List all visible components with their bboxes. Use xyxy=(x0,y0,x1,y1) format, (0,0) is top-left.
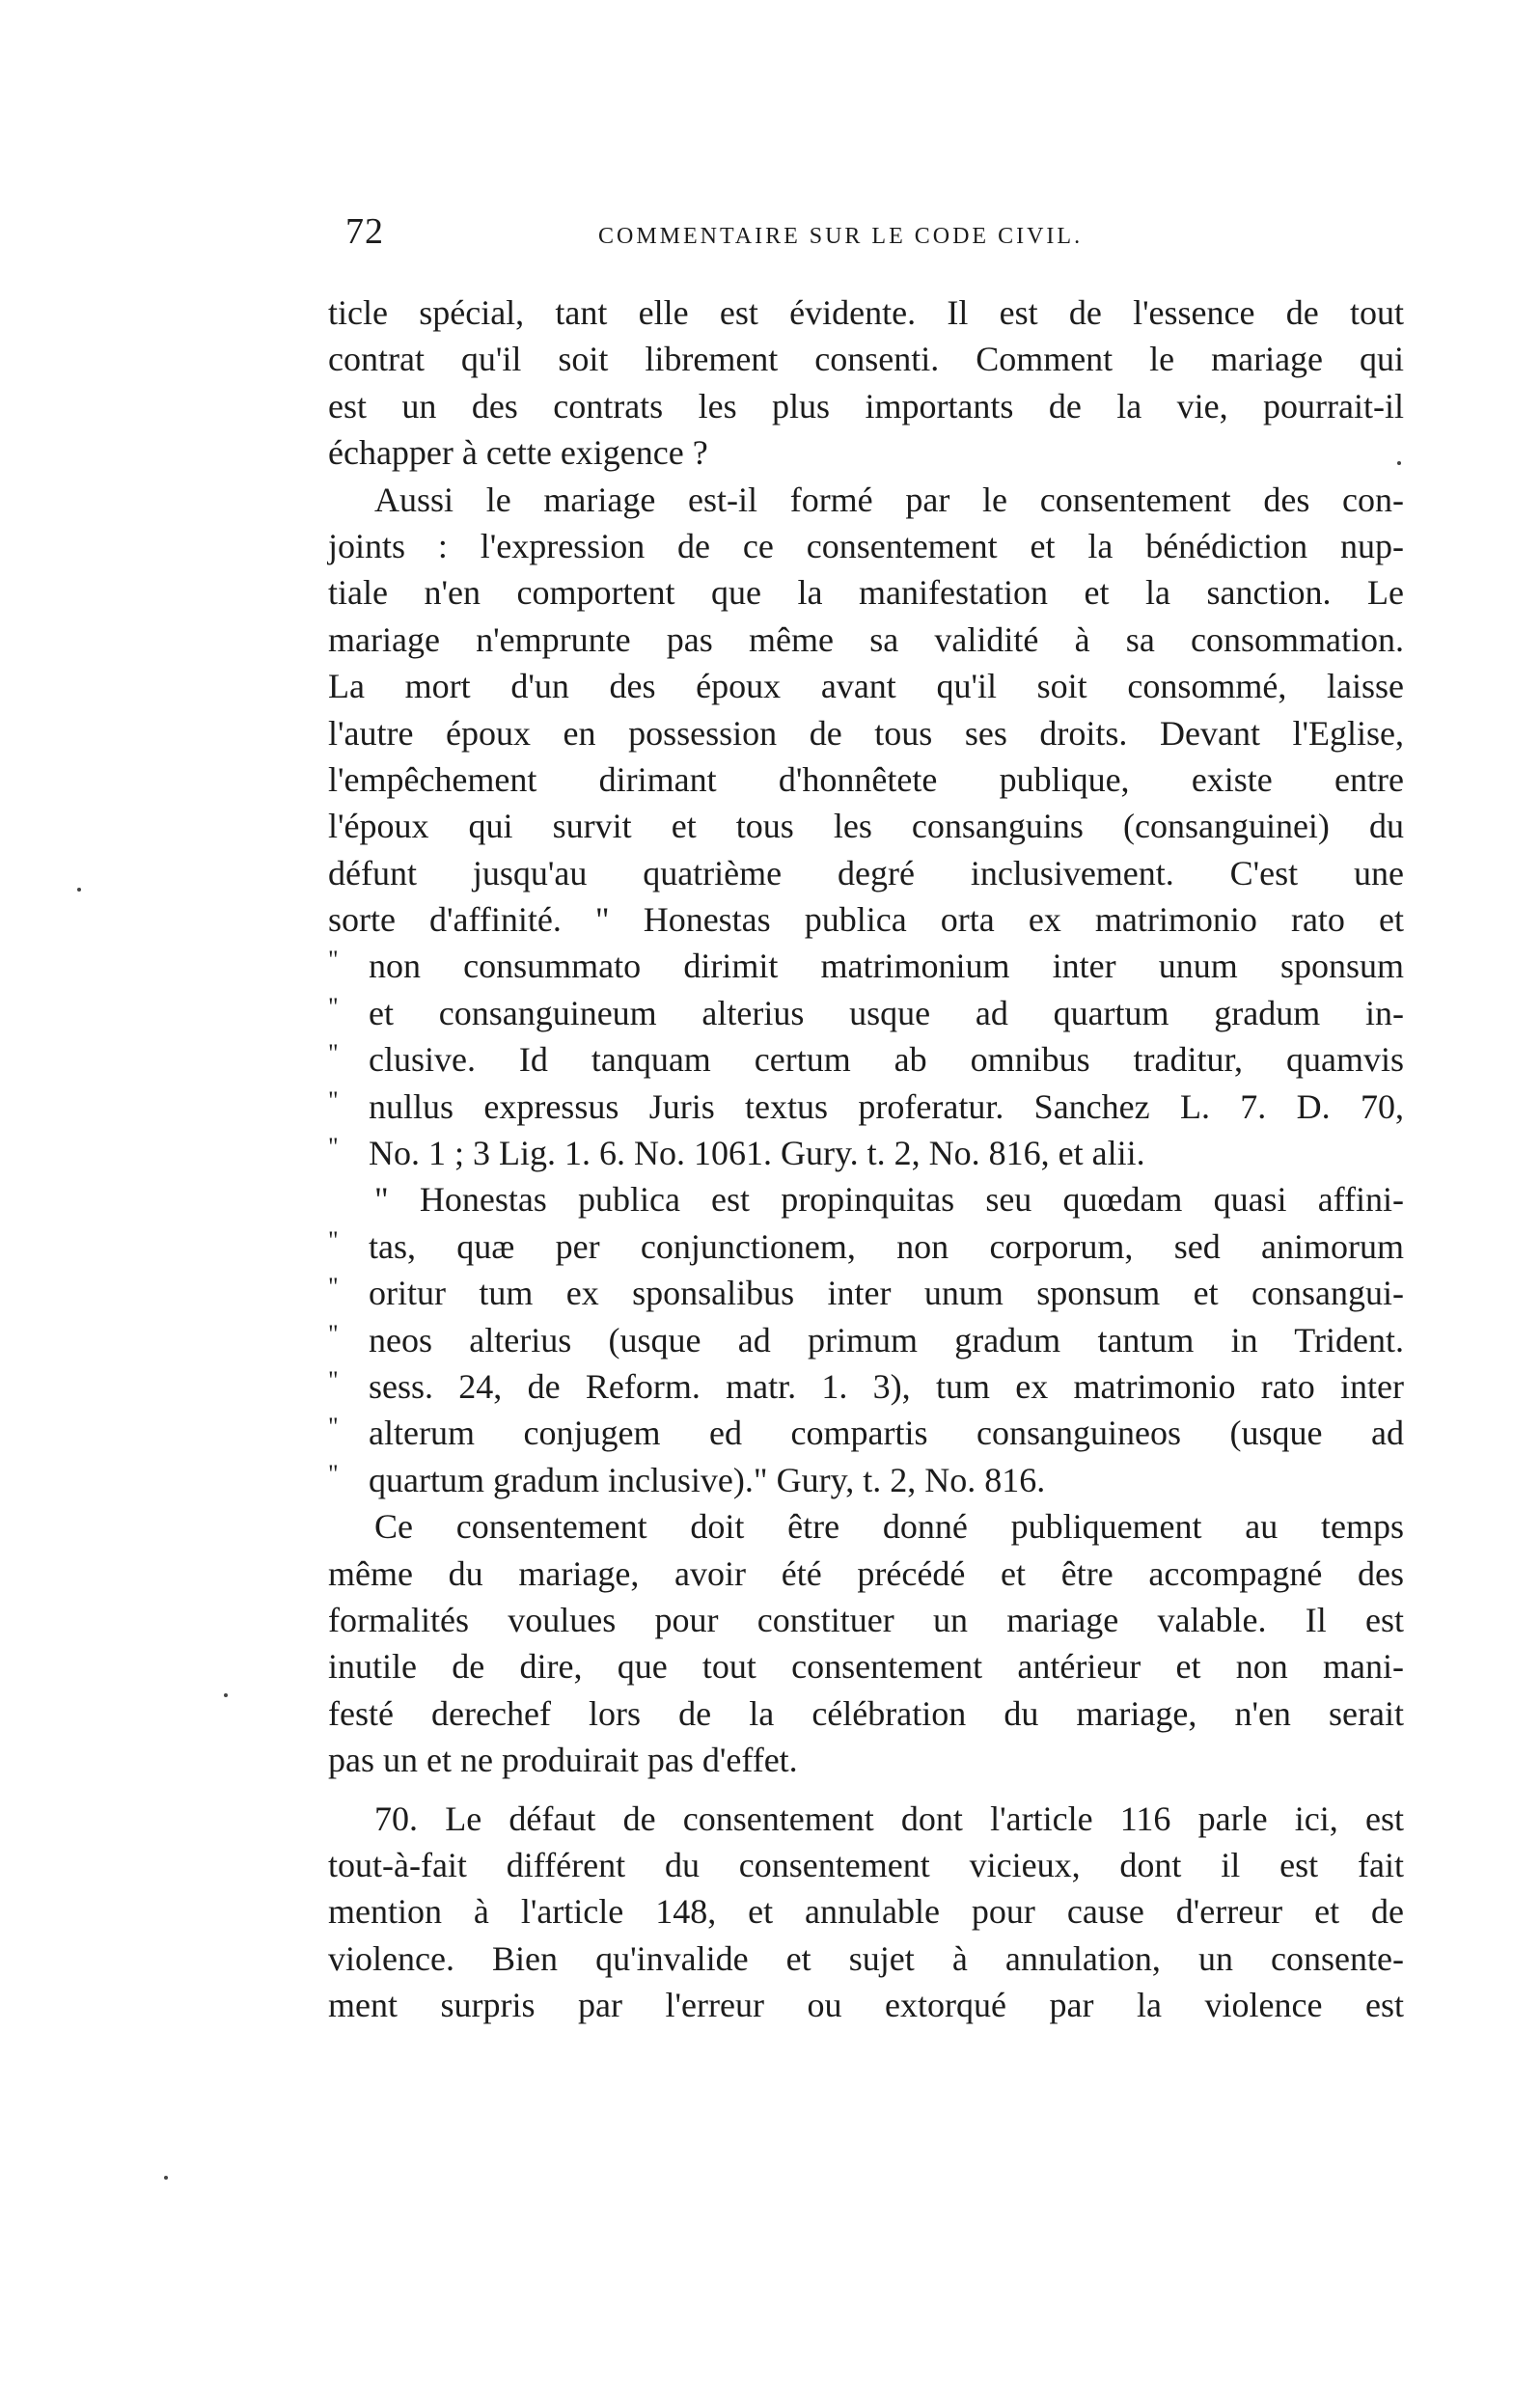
text-line: festé derechef lors de la célébration du mariage, n'en serait xyxy=(328,1693,1404,1733)
text-line: oritur tum ex sponsalibus inter unum sponsum et consangui- xyxy=(369,1274,1404,1313)
text-line: alterum conjugem ed compartis consanguineos (usque ad xyxy=(369,1414,1404,1453)
quote-mark: " xyxy=(328,1365,339,1394)
text-line: neos alterius (usque ad primum gradum tantum in Trident. xyxy=(369,1320,1404,1359)
quote-mark: " xyxy=(328,1225,339,1254)
quoted-line xyxy=(328,1410,1404,1456)
scan-speck xyxy=(77,888,81,892)
page-number: 72 xyxy=(345,211,384,252)
text-line: formalités voulues pour constituer un mariage valable. Il est xyxy=(328,1600,1404,1639)
quote-mark: " xyxy=(328,1319,339,1348)
paragraph-gap xyxy=(328,1784,1404,1796)
text-line: non consummato dirimit matrimonium inter unum sponsum xyxy=(369,947,1404,986)
quote-mark: " xyxy=(328,946,339,975)
quote-mark: " xyxy=(328,1133,339,1162)
quoted-line xyxy=(328,1317,1404,1363)
scan-speck xyxy=(164,2176,168,2180)
quoted-line xyxy=(328,990,1404,1036)
text-line: même du mariage, avoir été précédé et être accompagné des xyxy=(328,1553,1404,1593)
text-line: l'empêchement dirimant d'honnêtete publique, existe entre xyxy=(328,759,1404,799)
text-line: 70. Le défaut de consentement dont l'article 116 parle ici, est xyxy=(374,1799,1404,1838)
text-line: inutile de dire, que tout consentement antérieur et non mani- xyxy=(328,1647,1404,1687)
quoted-line xyxy=(328,1363,1404,1410)
text-line: tout-à-fait différent du consentement vicieux, dont il est fait xyxy=(328,1845,1404,1884)
text-line: mention à l'article 148, et annulable pour cause d'erreur et de xyxy=(328,1892,1404,1932)
quoted-line xyxy=(328,1084,1404,1130)
scan-speck xyxy=(224,1693,228,1697)
text-line: sess. 24, de Reform. matr. 1. 3), tum ex matrimonio rato inter xyxy=(369,1366,1404,1406)
quoted-line xyxy=(328,943,1404,989)
text-line: et consanguineum alterius usque ad quartum gradum in- xyxy=(369,993,1404,1032)
text-line: contrat qu'il soit librement consenti. Comment le mariage qui xyxy=(328,340,1404,379)
quote-mark: " xyxy=(328,1039,339,1068)
body-text xyxy=(328,289,1404,2028)
text-line: mariage n'emprunte pas même sa validité à sa consommation. xyxy=(328,619,1404,659)
scan-speck xyxy=(1397,461,1401,465)
text-line: Aussi le mariage est-il formé par le consentement des con- xyxy=(374,480,1404,519)
text-line: La mort d'un des époux avant qu'il soit consommé, laisse xyxy=(328,667,1404,706)
quote-mark: " xyxy=(328,1273,339,1302)
text-line: l'autre époux en possession de tous ses droits. Devant l'Eglise, xyxy=(328,713,1404,753)
quoted-line xyxy=(328,1036,1404,1083)
quoted-line xyxy=(328,1130,1404,1176)
text-line: joints : l'expression de ce consentement et la bénédiction nup- xyxy=(328,526,1404,565)
text-line: nullus expressus Juris textus proferatur. Sanchez L. 7. D. 70, xyxy=(369,1086,1404,1126)
quoted-line xyxy=(328,1270,1404,1316)
text-line: ment surpris par l'erreur ou extorqué par la violence est xyxy=(328,1986,1404,2025)
quote-mark: " xyxy=(328,1085,339,1114)
quote-mark: " xyxy=(328,1413,339,1442)
running-title: COMMENTAIRE SUR LE CODE CIVIL. xyxy=(598,224,1084,249)
text-line: tas, quæ per conjunctionem, non corporum, sed animorum xyxy=(369,1226,1404,1266)
page-header xyxy=(345,210,1436,259)
quote-mark: " xyxy=(328,1459,339,1488)
text-line: tiale n'en comportent que la manifestation et la sanction. Le xyxy=(328,573,1404,613)
text-line: " Honestas publica est propinquitas seu quœdam quasi affini- xyxy=(374,1180,1404,1220)
text-line: violence. Bien qu'invalide et sujet à annulation, un consente- xyxy=(328,1938,1404,1978)
text-line: quartum gradum inclusive)." Gury, t. 2, No. 816. xyxy=(369,1460,1046,1499)
text-line: sorte d'affinité. " Honestas publica orta ex matrimonio rato et xyxy=(328,900,1404,940)
quote-mark: " xyxy=(328,992,339,1021)
text-line: échapper à cette exigence ? xyxy=(328,433,708,473)
text-line: Ce consentement doit être donné publiquement au temps xyxy=(374,1507,1404,1547)
quoted-line xyxy=(328,1457,1404,1503)
text-line: ticle spécial, tant elle est évidente. Il est de l'essence de tout xyxy=(328,293,1404,332)
text-line: pas un et ne produirait pas d'effet. xyxy=(328,1741,798,1780)
text-line: No. 1 ; 3 Lig. 1. 6. No. 1061. Gury. t. 2, No. 816, et alii. xyxy=(369,1134,1145,1173)
text-line: clusive. Id tanquam certum ab omnibus traditur, quamvis xyxy=(369,1040,1404,1080)
quoted-line xyxy=(328,1223,1404,1270)
text-line: est un des contrats les plus importants de la vie, pourrait-il xyxy=(328,386,1404,426)
text-line: l'époux qui survit et tous les consanguins (consanguinei) du xyxy=(328,807,1404,846)
text-line: défunt jusqu'au quatrième degré inclusivement. C'est une xyxy=(328,853,1404,892)
